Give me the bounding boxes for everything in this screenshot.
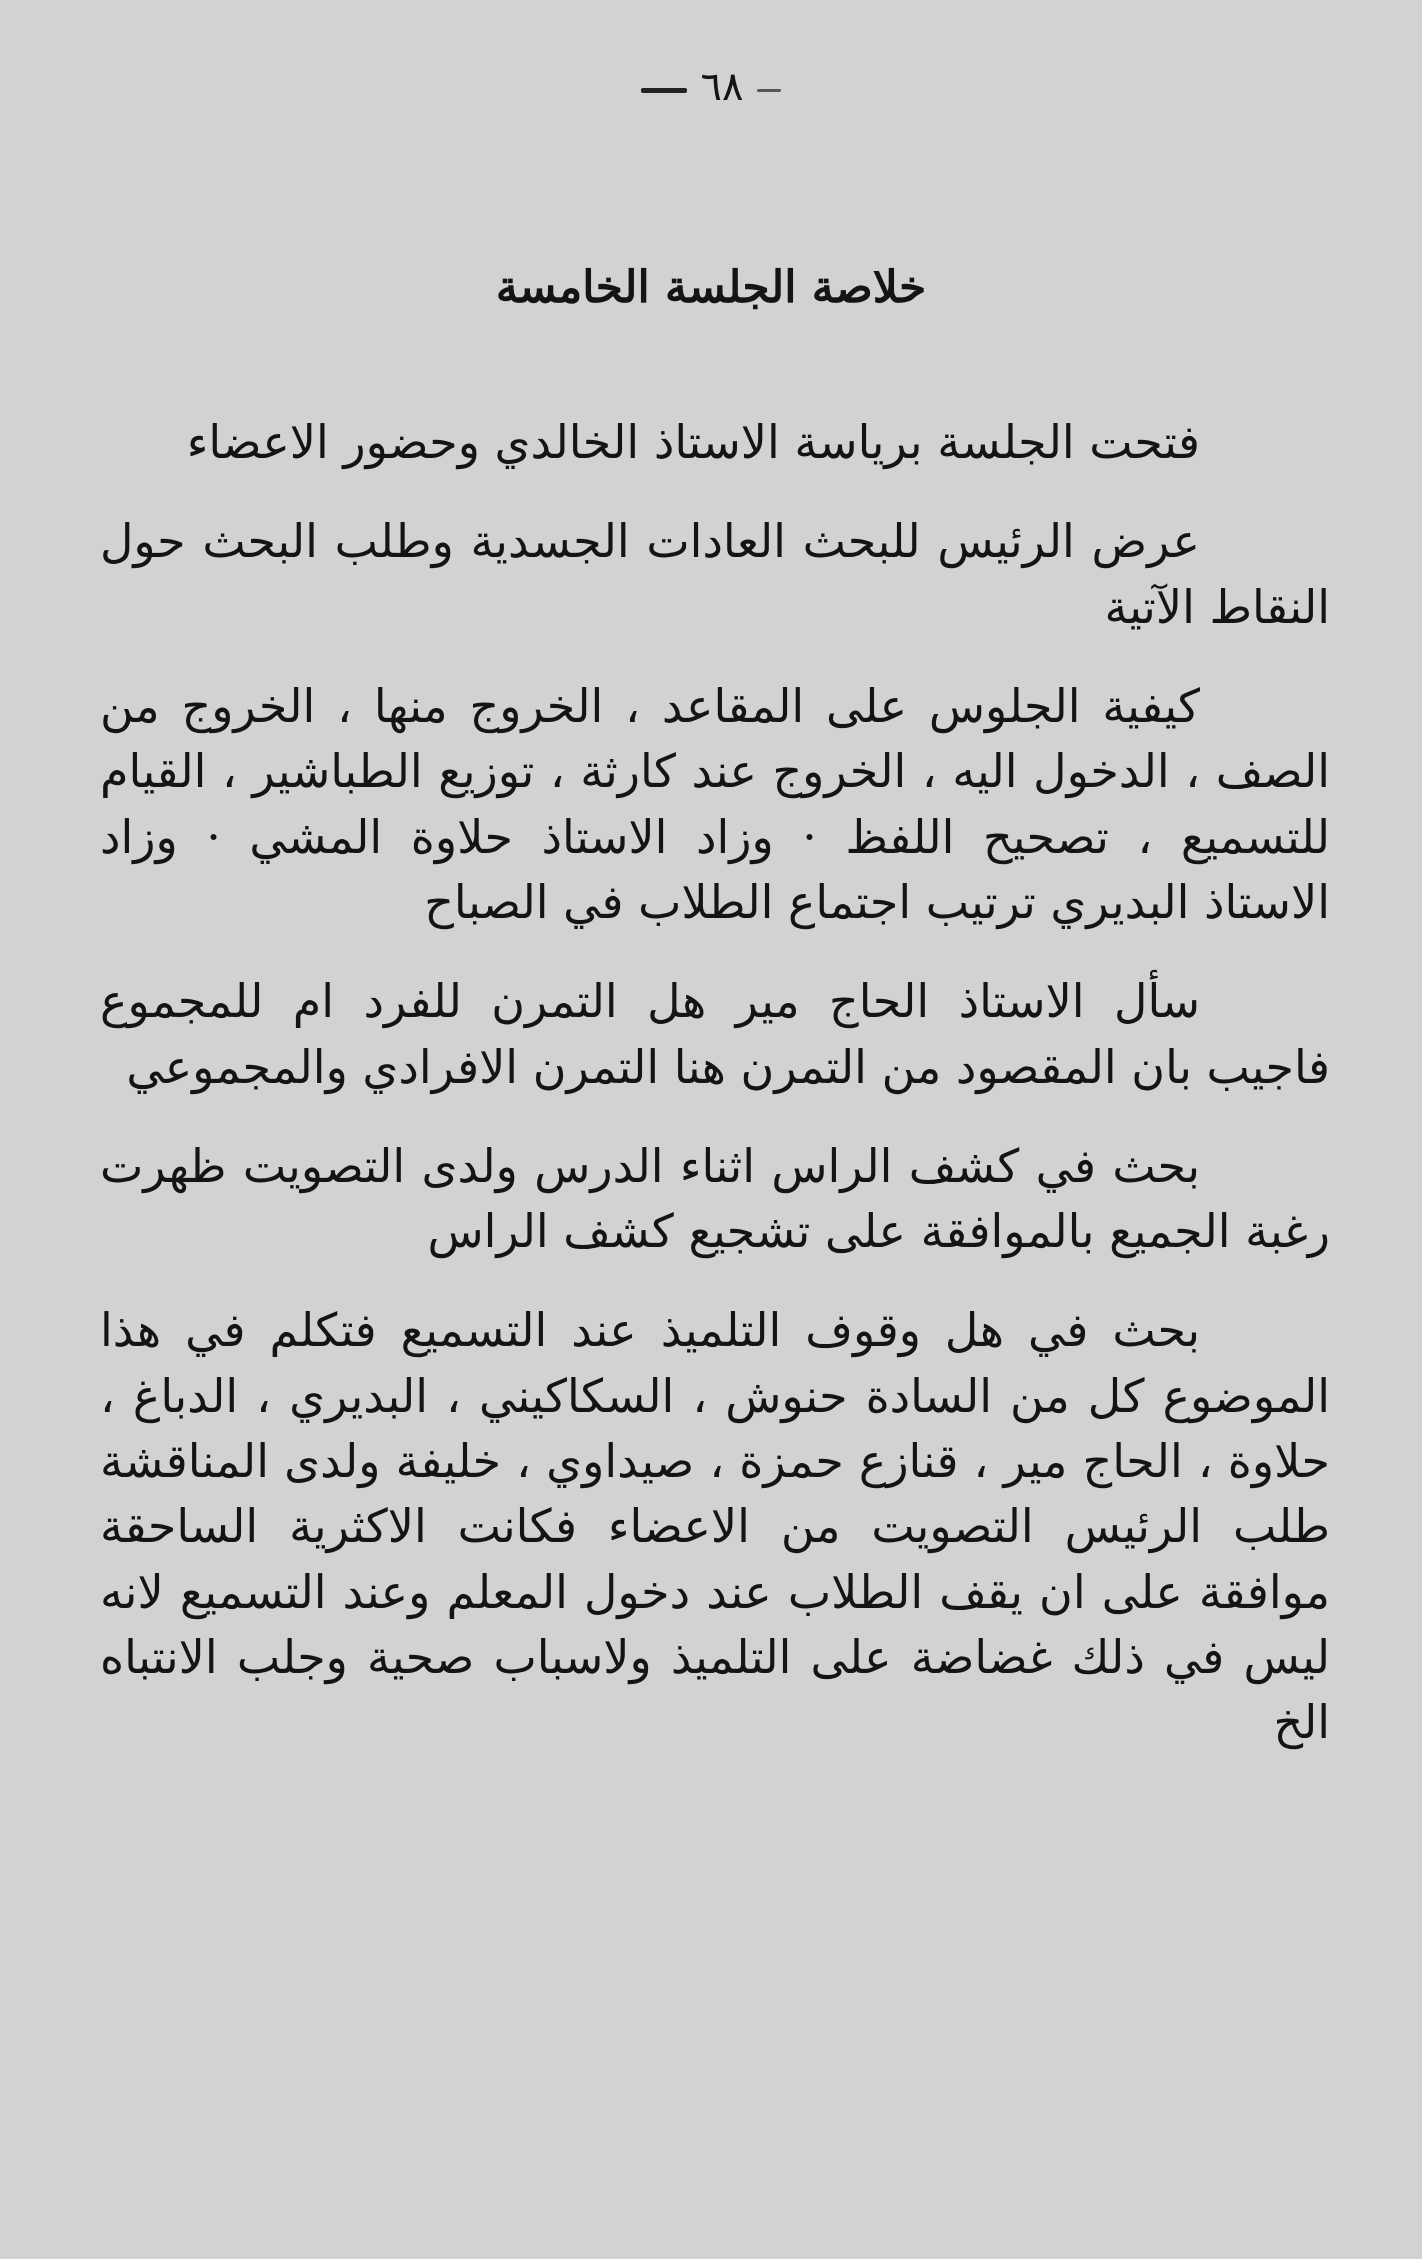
paragraph-agenda: عرض الرئيس للبحث العادات الجسدية وطلب البحث حول النقاط الآتية (100, 514, 1330, 634)
right-dash-ornament (641, 88, 687, 93)
paragraph-head-uncovering: بحث في كشف الراس اثناء الدرس ولدى التصويت ظهرت رغبة الجميع بالموافقة على تشجيع كشف الراس (100, 1138, 1330, 1259)
paragraph-opening: فتحت الجلسة برياسة الاستاذ الخالدي وحضور الاعضاء (186, 415, 1200, 469)
paragraph-points: كيفية الجلوس على المقاعد ، الخروج منها ، الخروج من الصف ، الدخول اليه ، الخروج عند كارثة ، توزيع الطباشير ، القيام للتسميع ، تصحيح اللفظ · وزاد الاستاذ حلاوة المشي · وزاد الاستاذ البديري ترتيب اجتماع الطلاب في الصباح (100, 678, 1330, 929)
page-number (0, 64, 1422, 110)
page-title: خلاصة الجلسة الخامسة (495, 262, 927, 313)
body-text (100, 410, 1330, 1790)
paragraph-standing: بحث في هل وقوف التلميذ عند التسميع فتكلم في هذا الموضوع كل من السادة حنوش ، السكاكيني ، البديري ، الدباغ ، حلاوة ، الحاج مير ، قنازع حمزة ، صيداوي ، خليفة ولدى المناقشة طلب الرئيس التصويت من الاعضاء فكانت الاكثرية الساحقة موافقة على ان يقف الطلاب عند دخول المعلم وعند التسميع لانه ليس في ذلك غضاضة على التلميذ ولاسباب صحية وجلب الانتباه الخ (100, 1303, 1330, 1750)
page-number-text: ٦٨ (700, 64, 744, 110)
paragraph-question: سأل الاستاذ الحاج مير هل التمرن للفرد ام للمجموع فاجيب بان المقصود من التمرن هنا التمرن الافرادي والمجموعي (100, 974, 1330, 1094)
left-dash-ornament (757, 89, 781, 92)
